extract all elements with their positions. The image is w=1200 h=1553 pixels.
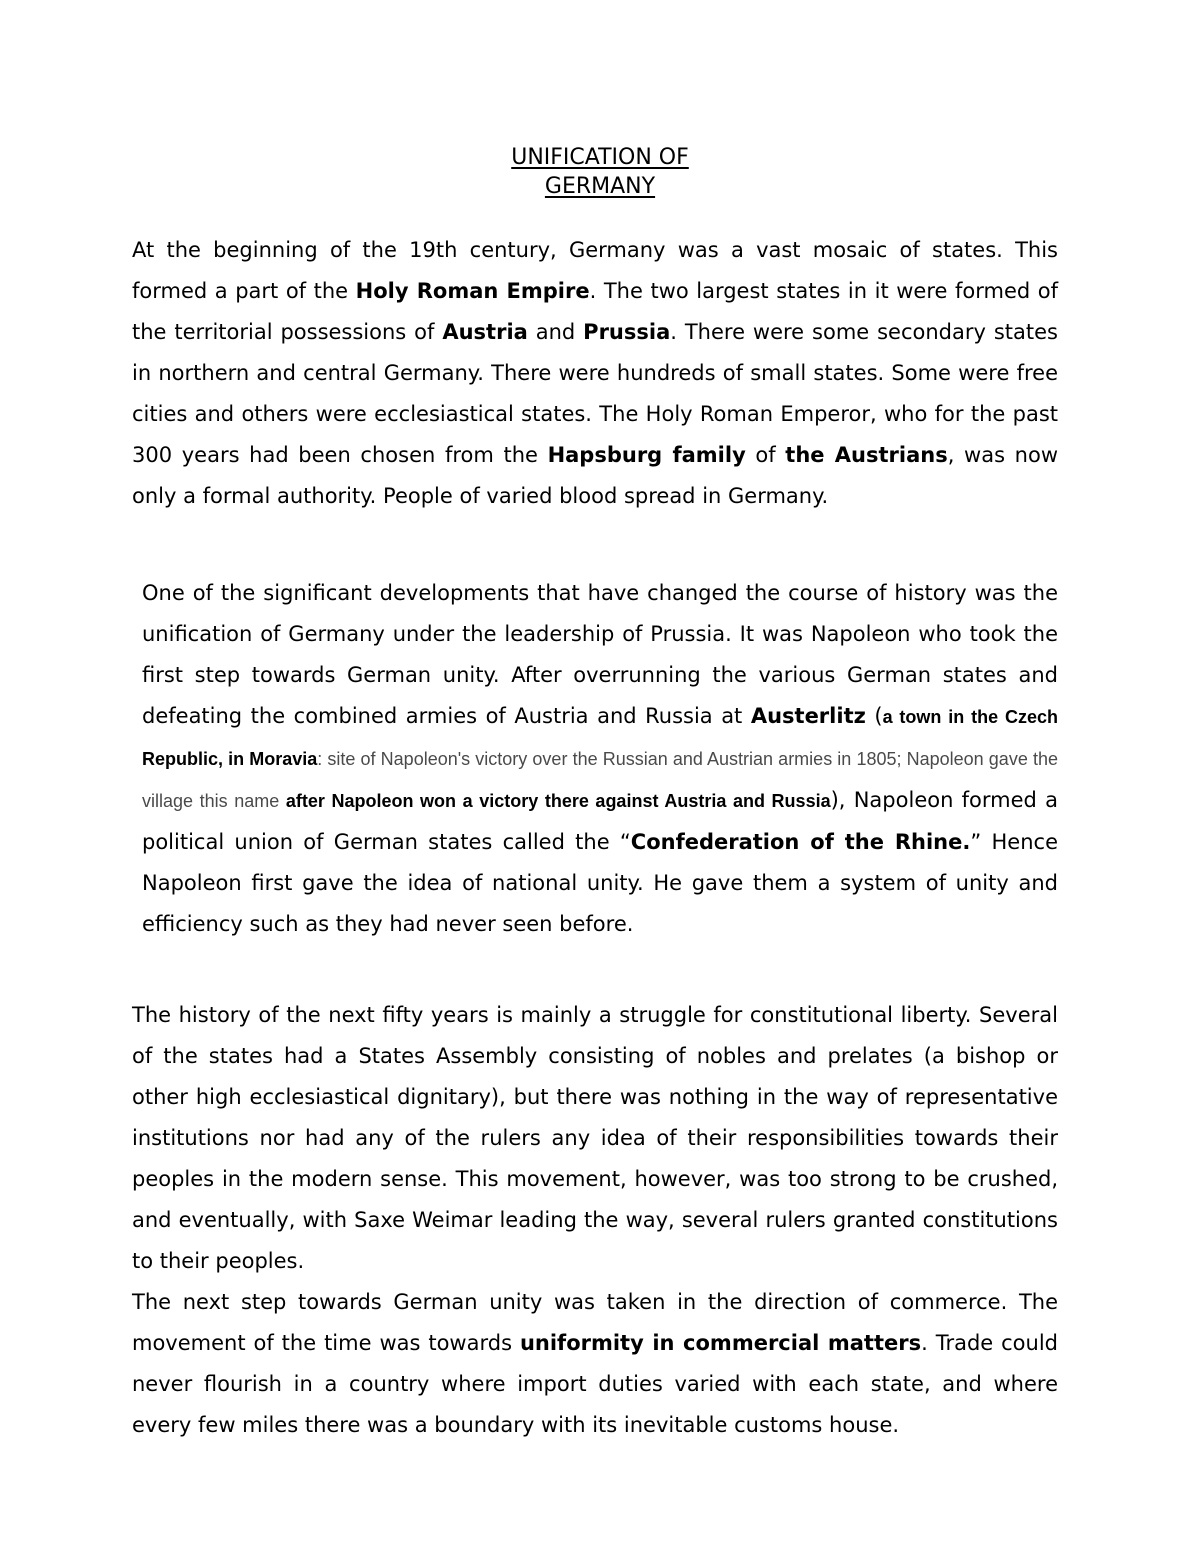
bold-term: Hapsburg family xyxy=(547,443,746,467)
paragraph-text: ( xyxy=(865,704,883,728)
paragraph-text: The next step towards German unity was taken in the direction of commerce. The movement of the time was towards xyxy=(132,1290,1058,1355)
paragraph-text: . Trade could never flourish in a country where import duties varied with each state, and where every few miles there was a boundary with its inevitable customs house. xyxy=(132,1331,1059,1437)
page-title xyxy=(0,143,1200,201)
bold-term: Confederation of the Rhine. xyxy=(630,830,971,854)
paragraph-text: , was now only a formal authority. People of varied blood spread in Germany. xyxy=(132,443,1059,508)
paragraph-napoleon xyxy=(142,573,1058,945)
paragraph-text: ), Napoleon formed a political union of German states called the “ xyxy=(142,788,1058,854)
title-line-1: UNIFICATION OF xyxy=(511,145,689,170)
paragraph-text: At the beginning of the 19th century, Germany was a vast mosaic of states. This formed a part of the xyxy=(132,238,1058,303)
note-bold: after Napoleon won a victory there against Austria and Russia xyxy=(285,791,831,811)
paragraph-text: One of the significant developments that have changed the course of history was the unification of Germany under the leadership of Prussia. It was Napoleon who took the first step towards German unity. After overrunning the various German states and defeating the combined armies of Austria and Russia at xyxy=(142,581,1058,728)
paragraph-text: and xyxy=(527,320,584,344)
paragraph-text: . There were some secondary states in northern and central Germany. There were hundreds of small states. Some were free cities and others were ecclesiastical states. The Holy Roman Emperor, who for the past 300 years had been chosen from the xyxy=(132,320,1059,467)
bold-term: uniformity in commercial matters xyxy=(519,1331,922,1355)
bold-term: Austerlitz xyxy=(750,704,866,728)
paragraph-commerce xyxy=(132,1282,1058,1446)
paragraph-text: ” Hence Napoleon first gave the idea of national unity. He gave them a system of unity and efficiency such as they had never seen before. xyxy=(142,830,1058,936)
note-bold: a town in the Czech Republic, in Moravia xyxy=(142,707,1058,769)
paragraph-intro xyxy=(132,230,1058,517)
paragraph-text: . The two largest states in it were formed of the territorial possessions of xyxy=(132,279,1058,344)
paragraph-text: of xyxy=(745,443,786,467)
paragraph-constitutional-liberty: The history of the next fifty years is mainly a struggle for constitutional liberty. Several of the states had a States Assembly consisting of nobles and prelates (a bishop or other high ecclesiastical dignitary), but there was nothing in the way of representative institutions nor had any of the rulers any idea of their responsibilities towards their peoples in the modern sense. This movement, however, was too strong to be crushed, and eventually, with Saxe Weimar leading the way, several rulers granted constitutions to their peoples. xyxy=(132,1003,1058,1273)
note-text: : site of Napoleon's victory over the Russian and Austrian armies in 1805; Napoleon gave the village this name xyxy=(142,749,1058,811)
bold-term: the Austrians xyxy=(785,443,948,467)
bold-term: Holy Roman Empire xyxy=(355,279,590,303)
bold-term: Prussia xyxy=(583,320,671,344)
bold-term: Austria xyxy=(442,320,528,344)
title-line-2: GERMANY xyxy=(544,174,656,199)
